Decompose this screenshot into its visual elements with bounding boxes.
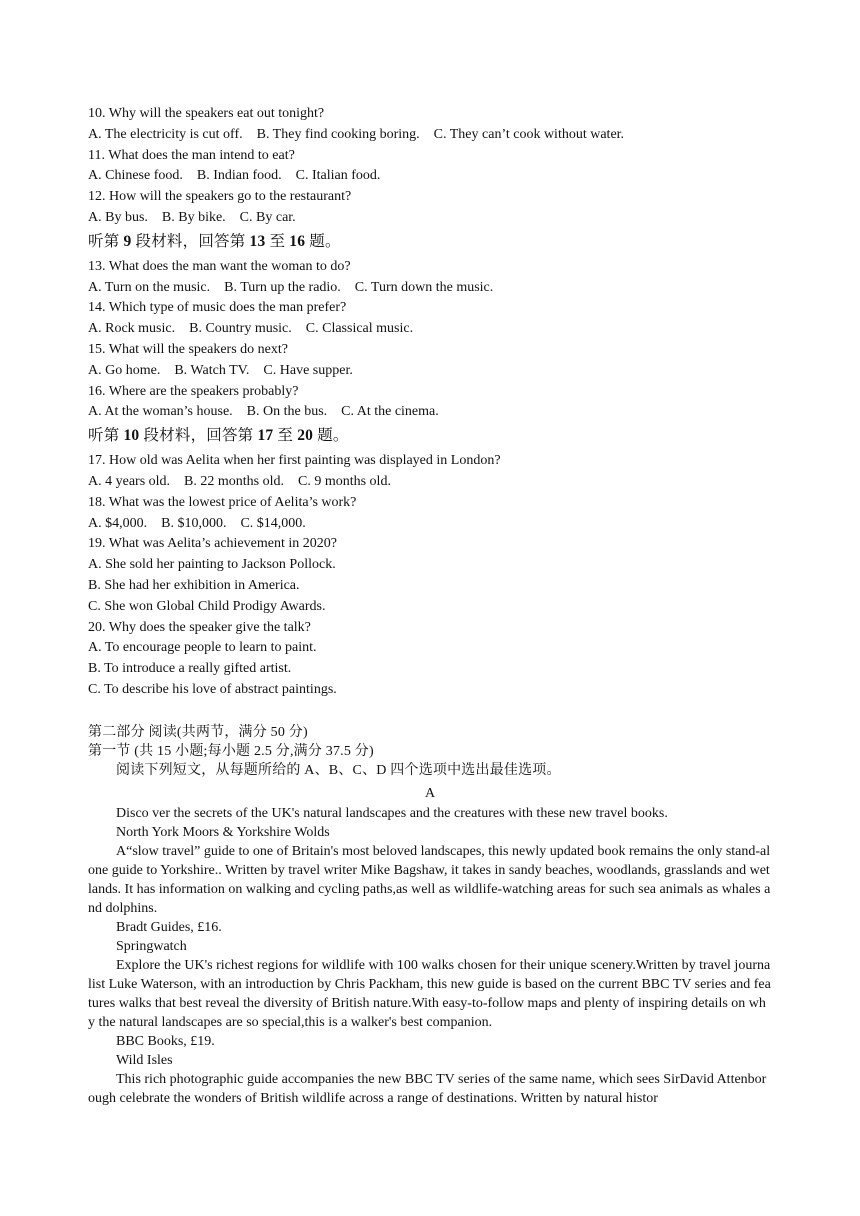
question-18: 18. What was the lowest price of Aelita’s work? xyxy=(88,494,357,510)
option-19a: A. She sold her painting to Jackson Pollock. xyxy=(88,557,336,573)
section-9-number: 9 xyxy=(123,232,132,250)
question-block-17-20 xyxy=(88,451,772,701)
section-9-start: 13 xyxy=(249,232,266,250)
section-10-end: 20 xyxy=(297,427,314,445)
option-20b: B. To introduce a really gifted artist. xyxy=(88,661,292,677)
options-17: A. 4 years old. B. 22 months old. C. 9 months old. xyxy=(88,473,391,489)
book-3-title: Wild Isles xyxy=(116,1052,173,1068)
options-12: A. By bus. B. By bike. C. By car. xyxy=(88,209,296,225)
book-2-description: Explore the UK's richest regions for wildlife with 100 walks chosen for their unique scenery.Written by travel journalist Luke Waterson, with an introduction by Chris Packham, this new guide is based on the current BBC TV series and features walks that best reveal the diversity of British nature.With easy-to-follow maps and plenty of inspiring details on why the natural landscapes are so special,this is a walker's best companion. xyxy=(88,957,771,1030)
section-9-text: 听第 xyxy=(88,232,124,250)
section-9-text: 题。 xyxy=(305,232,341,250)
question-14: 14. Which type of music does the man prefer? xyxy=(88,300,347,316)
book-2-price: BBC Books, £19. xyxy=(116,1033,215,1049)
question-20: 20. Why does the speaker give the talk? xyxy=(88,619,311,635)
section-9-text: 至 xyxy=(265,232,290,250)
reading-instruction: 阅读下列短文，从每题所给的 A、B、C、D 四个选项中选出最佳选项。 xyxy=(116,762,561,778)
options-10: A. The electricity is cut off. B. They find cooking boring. C. They can’t cook without water. xyxy=(88,126,625,142)
section-10-text: 段材料，回答第 xyxy=(139,427,258,445)
section-10-text: 题。 xyxy=(313,427,349,445)
question-11: 11. What does the man intend to eat? xyxy=(88,147,295,163)
question-10: 10. Why will the speakers eat out tonight? xyxy=(88,106,325,121)
book-1-price: Bradt Guides, £16. xyxy=(116,919,222,935)
section-9-text: 段材料，回答第 xyxy=(131,232,250,250)
book-1-description: A“slow travel” guide to one of Britain's most beloved landscapes, this newly updated book remains the only stand-alone guide to Yorkshire.. Written by travel writer Mike Bagshaw, it takes in sandy beaches, woodlands, grasslands and wetlands. It has information on walking and cycling paths,as well as wildlife-watching areas for such sea animals as whales and dolphins. xyxy=(88,843,771,916)
option-20c: C. To describe his love of abstract paintings. xyxy=(88,681,337,697)
section-10-heading xyxy=(88,425,772,447)
options-18: A. $4,000. B. $10,000. C. $14,000. xyxy=(88,515,306,531)
section-10-number: 10 xyxy=(123,427,140,445)
section-9-end: 16 xyxy=(289,232,306,250)
options-16: A. At the woman’s house. B. On the bus. C. At the cinema. xyxy=(88,404,439,420)
question-16: 16. Where are the speakers probably? xyxy=(88,383,299,399)
section-10-text: 至 xyxy=(273,427,298,445)
option-20a: A. To encourage people to learn to paint. xyxy=(88,640,317,656)
book-1-title: North York Moors & Yorkshire Wolds xyxy=(116,824,330,840)
question-block-13-16 xyxy=(88,257,772,423)
section-10-text: 听第 xyxy=(88,427,124,445)
book-2-title: Springwatch xyxy=(116,938,187,954)
question-17: 17. How old was Aelita when her first painting was displayed in London? xyxy=(88,453,501,469)
reading-section-title: 第一节 (共 15 小题;每小题 2.5 分,满分 37.5 分) xyxy=(88,743,374,759)
question-12: 12. How will the speakers go to the restaurant? xyxy=(88,189,352,205)
section-9-heading xyxy=(88,231,772,253)
options-11: A. Chinese food. B. Indian food. C. Italian food. xyxy=(88,168,381,184)
options-15: A. Go home. B. Watch TV. C. Have supper. xyxy=(88,362,353,378)
passage-label: A xyxy=(424,785,436,801)
question-19: 19. What was Aelita’s achievement in 2020? xyxy=(88,536,337,552)
question-block-10-12 xyxy=(88,104,772,229)
options-13: A. Turn on the music. B. Turn up the radio. C. Turn down the music. xyxy=(88,279,494,295)
passage-intro: Disco ver the secrets of the UK's natural landscapes and the creatures with these new travel books. xyxy=(116,805,668,821)
option-19c: C. She won Global Child Prodigy Awards. xyxy=(88,598,326,614)
section-10-start: 17 xyxy=(257,427,274,445)
reading-part-title: 第二部分 阅读(共两节，满分 50 分) xyxy=(88,724,308,740)
option-19b: B. She had her exhibition in America. xyxy=(88,577,300,593)
question-13: 13. What does the man want the woman to do? xyxy=(88,258,351,274)
book-3-description: This rich photographic guide accompanies the new BBC TV series of the same name, which sees SirDavid Attenborough celebrate the wonders of British wildlife across a range of destinations. Written by natural histor xyxy=(88,1071,767,1106)
question-15: 15. What will the speakers do next? xyxy=(88,341,288,357)
options-14: A. Rock music. B. Country music. C. Classical music. xyxy=(88,321,414,337)
